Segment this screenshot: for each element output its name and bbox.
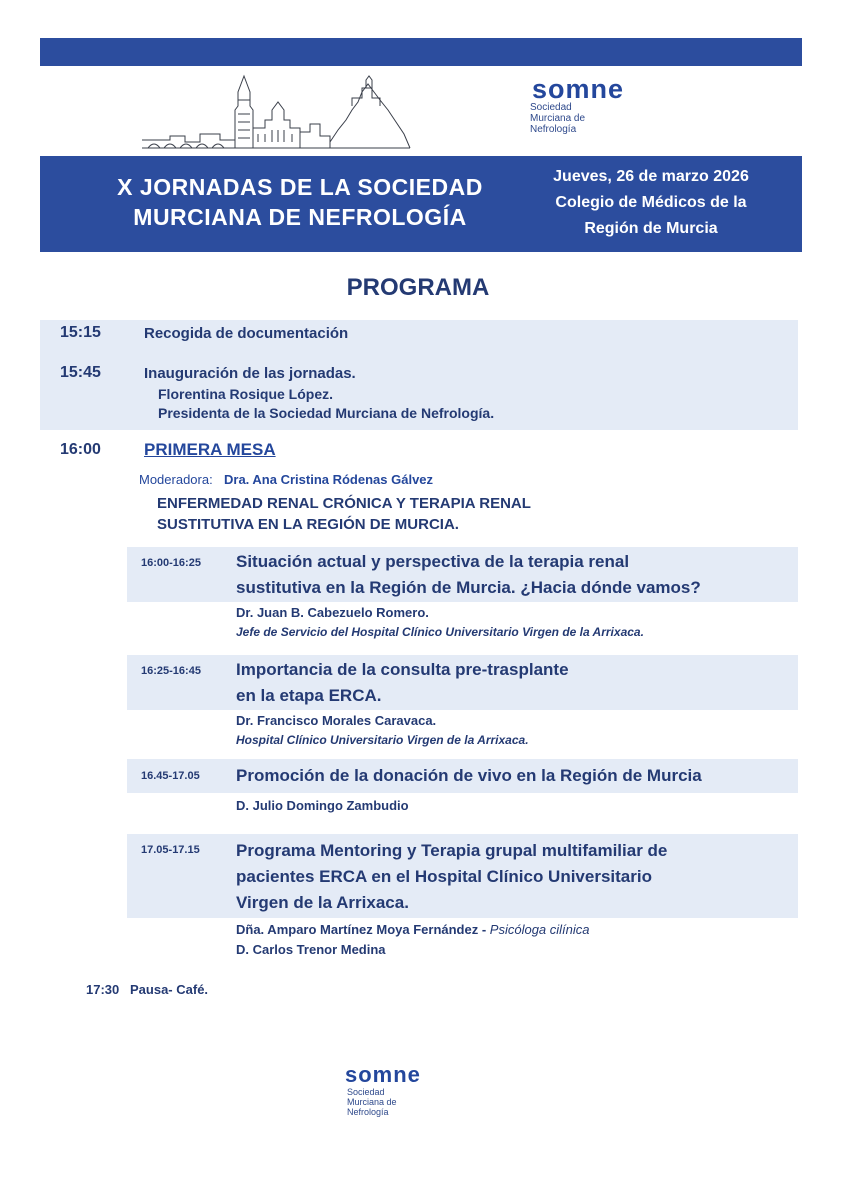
talk-1-title-line-1: Situación actual y perspectiva de la terapia renal — [236, 552, 630, 571]
talk-4-title-line-1: Programa Mentoring y Terapia grupal multifamiliar de — [236, 841, 668, 860]
event-title-line-2: MURCIANA DE NEFROLOGÍA — [133, 204, 467, 230]
talk-4-speaker-2: D. Carlos Trenor Medina — [236, 942, 386, 957]
opening-speaker-2: Florentina Rosique López. — [158, 386, 334, 402]
opening-title-1: Recogida de documentación — [144, 325, 349, 342]
talk-4-title-line-2: pacientes ERCA en el Hospital Clínico Universitario — [236, 867, 652, 886]
break-time: 17:30 — [86, 982, 120, 997]
talk-1-speaker: Dr. Juan B. Cabezuelo Romero. — [236, 605, 429, 620]
talk-4-speaker-1-name: Dña. Amparo Martínez Moya Fernández - — [236, 922, 490, 937]
session-title: PRIMERA MESA — [144, 440, 276, 459]
logo-line-3: Nefrología — [530, 124, 577, 135]
somne-logo — [528, 74, 668, 144]
program-heading: PROGRAMA — [346, 274, 490, 301]
talk-2-speaker: Dr. Francisco Morales Caravaca. — [236, 713, 437, 728]
talk-2-affiliation: Hospital Clínico Universitario Virgen de la Arrixaca. — [236, 733, 529, 747]
moderator-name: Dra. Ana Cristina Ródenas Gálvez — [224, 472, 434, 487]
session-time: 16:00 — [60, 441, 101, 458]
event-banner — [40, 156, 802, 252]
logo-subtitle — [530, 102, 585, 135]
break-title: Pausa- Café. — [130, 982, 209, 997]
talk-1-slot: 16:00-16:25 — [141, 557, 201, 569]
event-title — [90, 172, 510, 232]
talk-4-speaker-1-role: Psicóloga cilínica — [489, 922, 590, 937]
footer-logo-line-2: Murciana de — [347, 1097, 397, 1107]
footer-logo-line-3: Nefrología — [347, 1107, 389, 1117]
opening-time-2: 15:45 — [60, 364, 101, 381]
talk-4-title — [236, 838, 667, 916]
murcia-skyline-illustration — [140, 70, 415, 152]
opening-title-2: Inauguración de las jornadas. — [144, 365, 356, 382]
event-title-line-1: X JORNADAS DE LA SOCIEDAD — [117, 174, 483, 200]
talk-4-title-line-3: Virgen de la Arrixaca. — [236, 893, 409, 912]
opening-role-2: Presidenta de la Sociedad Murciana de Nefrología. — [158, 405, 495, 421]
talk-2-title — [236, 657, 569, 709]
event-venue-line-2: Región de Murcia — [584, 220, 718, 237]
logo-wordmark: somne — [532, 74, 625, 104]
talk-1-title-line-2: sustitutiva en la Región de Murcia. ¿Hacia dónde vamos? — [236, 578, 701, 597]
session-topic-line-1: ENFERMEDAD RENAL CRÓNICA Y TERAPIA RENAL — [157, 495, 531, 512]
top-bar — [40, 38, 802, 66]
moderator-label: Moderadora: — [139, 472, 213, 487]
talk-3-speaker: D. Julio Domingo Zambudio — [236, 798, 409, 813]
logo-line-1: Sociedad — [530, 102, 572, 113]
talk-4-speaker-1 — [236, 922, 590, 937]
event-venue-line-1: Colegio de Médicos de la — [555, 194, 747, 211]
opening-time-1: 15:15 — [60, 324, 101, 341]
talk-1-affiliation: Jefe de Servicio del Hospital Clínico Universitario Virgen de la Arrixaca. — [236, 625, 644, 639]
logo-line-2: Murciana de — [530, 113, 586, 124]
talk-2-slot: 16:25-16:45 — [141, 665, 201, 677]
event-date: Jueves, 26 de marzo 2026 — [553, 168, 749, 185]
footer-logo-subtitle — [347, 1087, 397, 1117]
talk-1-title — [236, 549, 701, 601]
footer-somne-logo — [345, 1062, 465, 1122]
talk-4-slot: 17.05-17.15 — [141, 844, 200, 856]
footer-logo-wordmark: somne — [345, 1062, 421, 1087]
session-topic-line-2: SUSTITUTIVA EN LA REGIÓN DE MURCIA. — [157, 516, 459, 533]
talk-3-slot: 16.45-17.05 — [141, 770, 200, 782]
talk-2-title-line-1: Importancia de la consulta pre-trasplante — [236, 660, 569, 679]
event-info — [500, 164, 802, 242]
footer-logo-line-1: Sociedad — [347, 1087, 385, 1097]
talk-2-title-line-2: en la etapa ERCA. — [236, 686, 382, 705]
talk-3-title: Promoción de la donación de vivo en la Región de Murcia — [236, 766, 702, 785]
